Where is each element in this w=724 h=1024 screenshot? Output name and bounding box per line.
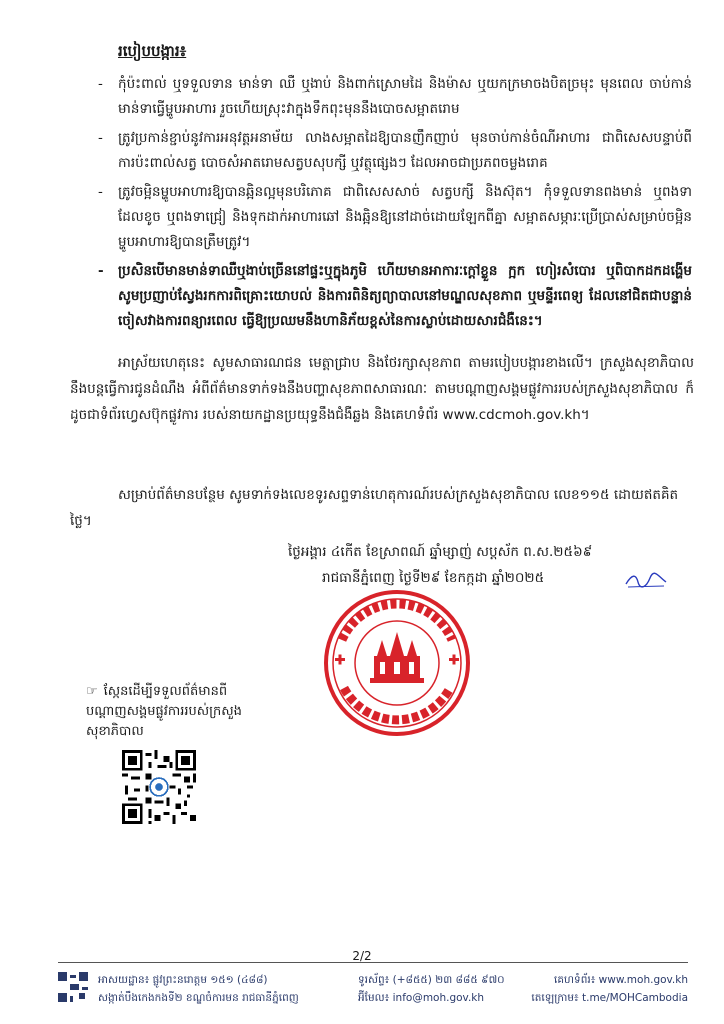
prevention-list <box>96 72 692 338</box>
footer-address-line2: សង្កាត់បឹងកេងកងទី២ ខណ្ឌចំការមន រាជធានីភ្នំពេញ <box>98 992 299 1004</box>
list-item-text: ត្រូវចម្អិនម្ហូបអាហារឱ្យបានឆ្អិនល្អមុនបរិភោគ ជាពិសេសសាច់ សត្វបក្សី និងស៊ុត។ កុំទទួលទានពងមាន់ ឬពងទាដែលខូច ឬពងទាជ្រៀ និងទុកដាក់អាហារឆៅ និងឆ្អិនឱ្យនៅដាច់ដោយឡែកពីគ្នា សម្អាតសម្ភារៈប្រើប្រាស់សម្រាប់ចម្អិនម្ហូបអាហារឱ្យបានត្រឹមត្រូវ។ <box>118 184 692 250</box>
bullet-dash: - <box>98 184 103 200</box>
list-item <box>96 72 692 122</box>
body-paragraph: អាស្រ័យហេតុនេះ សូមសាធារណជន មេត្តាជ្រាប និងថែរក្សាសុខភាព តាមរបៀបបង្ការខាងលើ។ ក្រសួងសុខាភិបាលនឹងបន្តធ្វើការជូនដំណឹង អំពីព័ត៌មានទាក់ទងនឹងបញ្ហាសុខភាពសាធារណៈ តាមបណ្តាញសង្គមផ្លូវការរបស់ក្រសួងសុខាភិបាល ក៏ដូចជាទំព័រហ្វេសប៊ុកផ្លូវការ របស់នាយកដ្ឋានប្រយុទ្ធនឹងជំងឺឆ្លង និងគេហទំព័រ www.cdcmoh.gov.kh។ <box>70 355 694 423</box>
handwritten-initials <box>624 572 668 593</box>
scan-note-text: ស្កែនដើម្បីទទួលព័ត៌មានពីបណ្តាញសង្គមផ្លូវការរបស់ក្រសួងសុខាភិបាល <box>86 684 242 739</box>
qr-code[interactable] <box>122 750 196 824</box>
bullet-dash: - <box>98 76 103 92</box>
email-value: info@moh.gov.kh <box>392 992 485 1004</box>
telegram-value: t.me/MOHCambodia <box>582 992 688 1004</box>
bullet-dash: - <box>98 263 104 279</box>
list-item-text: កុំប៉ះពាល់ ឬទទួលទាន មាន់ទា ឈឺ ឬងាប់ និងពាក់ស្រោមដៃ និងម៉ាស ឬយកក្រមាចងបិតច្រមុះ មុនពេល ចាប់កាន់មាន់ទាធ្វើម្ហូបអាហារ រួចហើយស្រុះវាក្នុងទឹកពុះមុននឹងបោចសម្អាតរោម <box>118 76 692 117</box>
bullet-dash: - <box>98 130 103 146</box>
footer-address-line1: អាសយដ្ឋាន៖ ផ្លូវព្រះនរោត្តម ១៥១ (៤៨៨) <box>98 974 268 986</box>
footer-website[interactable] <box>554 974 688 989</box>
solar-date: រាជធានីភ្នំពេញ ថ្ងៃទី២៩ ខែកក្កដា ឆ្នាំ២០២៥ <box>322 570 545 586</box>
website-label: គេហទំព័រ៖ <box>554 974 596 986</box>
footer-email[interactable] <box>358 992 484 1007</box>
list-item-text: ប្រសិនបើមានមាន់ទាឈឺឬងាប់ច្រើននៅផ្ទះឬក្នុងភូមិ ហើយមានអាការៈក្តៅខ្លួន ក្អក ហៀរសំបោរ ឬពិបាកដកដង្ហើម សូមប្រញាប់ស្វែងរកការពិគ្រោះយោបល់ និងការពិនិត្យព្យាបាលនៅមណ្ឌលសុខភាព ឬមន្ទីរពេទ្យ ដែលនៅជិតជាបន្ទាន់ ចៀសវាងការពន្យារពេល ធ្វើឱ្យប្រឈមនឹងហានិភ័យខ្ពស់នៃការស្លាប់ដោយសារជំងឺនេះ។ <box>118 263 692 329</box>
footer-phone: ទូរស័ព្ទ៖ (+៨៥៥) ២៣ ៨៨៥ ៩៧០ <box>358 974 505 986</box>
hotline-paragraph: សម្រាប់ព័ត៌មានបន្ថែម សូមទាក់ទងលេខទូរសព្ទទាន់ហេតុការណ៍របស់ក្រសួងសុខាភិបាល លេខ១១៥ ដោយឥតគិតថ្លៃ។ <box>70 487 679 529</box>
list-item-text: ត្រូវប្រកាន់ខ្ជាប់នូវការអនុវត្តអនាម័យ លាងសម្អាតដៃឱ្យបានញឹកញាប់ មុនចាប់កាន់ចំណីអាហារ ជាពិសេសបន្ទាប់ពីការប៉ះពាល់សត្វ បោចសំអាតរោមសត្វបសុបក្សី ឬវត្ថុផ្សេងៗ ដែលអាចជាប្រភពចម្លងរោគ <box>118 130 692 171</box>
section-title: របៀបបង្ការ៖ <box>118 42 187 60</box>
website-value: www.moh.gov.kh <box>598 974 688 986</box>
footer-divider <box>58 962 688 963</box>
list-item <box>96 126 692 176</box>
email-label: អ៊ីមែល៖ <box>358 992 390 1004</box>
page-number: 2/2 <box>352 949 372 963</box>
footer-qr-icon <box>58 972 88 1002</box>
footer-telegram[interactable] <box>531 992 688 1007</box>
list-item <box>96 259 692 334</box>
lunar-date: ថ្ងៃអង្គារ ៤កើត ខែស្រាពណ៍ ឆ្នាំម្សាញ់ សប្តស័ក ព.ស.២៥៦៩ <box>288 544 593 560</box>
scan-note <box>86 682 266 742</box>
pointing-hand-icon: ☞ <box>86 684 98 699</box>
ministry-seal <box>322 588 472 738</box>
telegram-label: តេឡេក្រាម៖ <box>531 992 579 1004</box>
list-item <box>96 180 692 255</box>
footer <box>58 972 688 1012</box>
